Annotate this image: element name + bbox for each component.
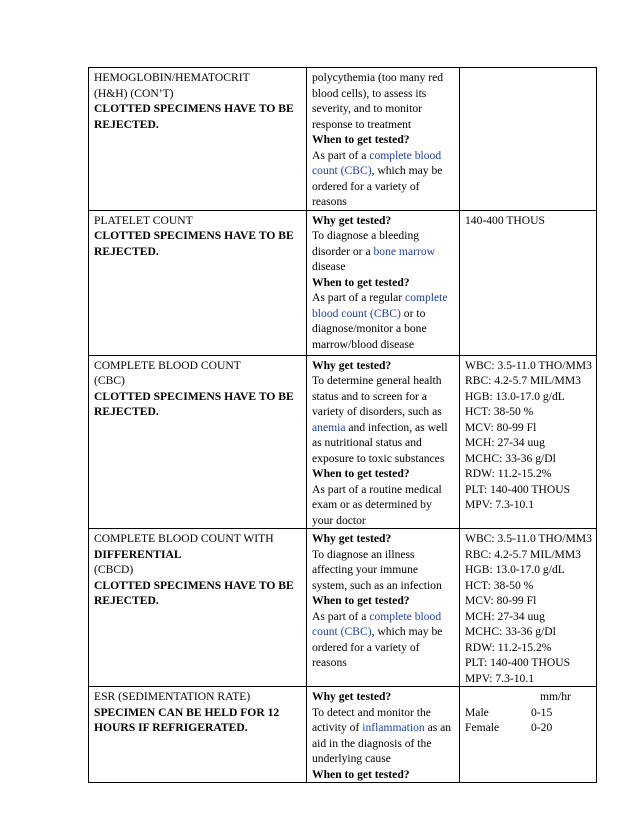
reference-cell [460, 687, 597, 783]
esr-range-row [465, 720, 592, 736]
anemia-link[interactable]: anemia [312, 420, 346, 434]
reference-range: 140-400 THOUS [465, 213, 545, 227]
test-name-cell [89, 687, 307, 783]
why-heading: Why get tested? [312, 213, 392, 227]
text-fragment: As part of a [312, 148, 370, 162]
why-text [312, 228, 455, 275]
ref-line: MCHC: 33-36 g/Dl [465, 625, 556, 638]
table-row [89, 529, 597, 687]
test-name: HEMOGLOBIN/HEMATOCRIT [94, 71, 250, 84]
why-text: To diagnose an illness affecting your immune system, such as an infection [312, 547, 442, 592]
test-name-cell [89, 210, 307, 355]
test-name: COMPLETE BLOOD COUNT [94, 358, 241, 372]
ref-line: WBC: 3.5-11.0 THO/MM3 [465, 358, 592, 372]
text-fragment: As part of a [312, 609, 370, 623]
text-fragment: as an aid in the diagnosis of the underlying cause [312, 721, 452, 765]
specimen-note: SPECIMEN CAN BE HELD FOR 12 HOURS IF REFRIGERATED. [94, 705, 280, 734]
test-name-cell [89, 529, 307, 687]
when-heading: When to get tested? [312, 275, 410, 289]
range-value: 0-15 [531, 705, 553, 719]
description-cell [307, 355, 460, 529]
why-heading: Why get tested? [312, 532, 392, 545]
ref-line: RBC: 4.2-5.7 MIL/MM3 [465, 374, 581, 387]
ref-line: HCT: 38-50 % [465, 405, 534, 418]
test-name: COMPLETE BLOOD COUNT WITH [94, 532, 274, 545]
when-text [312, 609, 455, 671]
test-name: (H&H) (CON’T) [94, 86, 174, 100]
ref-line: RDW: 11.2-15.2% [465, 467, 552, 480]
why-text [312, 373, 455, 466]
ref-line: MCV: 80-99 Fl [465, 594, 537, 607]
ref-line: MCH: 27-34 uug [465, 609, 545, 623]
ref-line: MPV: 7.3-10.1 [465, 498, 535, 511]
when-text [312, 148, 455, 210]
ref-line: HCT: 38-50 % [465, 578, 534, 592]
why-text [312, 705, 455, 767]
specimen-note: CLOTTED SPECIMENS HAVE TO BE REJECTED. [94, 389, 294, 418]
ref-line: MCHC: 33-36 g/Dl [465, 451, 556, 465]
ref-line: WBC: 3.5-11.0 THO/MM3 [465, 532, 592, 545]
ref-line: PLT: 140-400 THOUS [465, 656, 571, 669]
test-name: ESR (SEDIMENTATION RATE) [94, 690, 251, 703]
when-heading: When to get tested? [312, 467, 410, 480]
specimen-note: CLOTTED SPECIMENS HAVE TO BE REJECTED. [94, 229, 294, 258]
test-name: PLATELET COUNT [94, 213, 193, 227]
text-fragment: disease [312, 260, 346, 273]
table-row [89, 687, 597, 783]
cbc-link[interactable]: complete blood count (CBC) [312, 148, 442, 177]
why-text: polycythemia (too many red blood cells), to assess its severity, and to monitor response to treatment [312, 71, 444, 131]
reference-cell [460, 355, 597, 529]
description-cell [307, 529, 460, 687]
when-text: As part of a routine medical exam or as determined by your doctor [312, 482, 442, 527]
ref-line: PLT: 140-400 THOUS [465, 482, 571, 496]
range-value: 0-20 [531, 721, 553, 734]
why-heading: Why get tested? [312, 358, 392, 372]
text-fragment: , which may be ordered for a variety of reasons [312, 625, 443, 669]
text-fragment: To detect and monitor the activity of [312, 705, 431, 734]
description-cell [307, 687, 460, 783]
table-row [89, 68, 597, 211]
ref-line: RBC: 4.2-5.7 MIL/MM3 [465, 547, 581, 561]
why-heading: Why get tested? [312, 690, 392, 703]
when-text [312, 290, 455, 352]
specimen-note: CLOTTED SPECIMENS HAVE TO BE REJECTED. [94, 102, 294, 131]
description-cell [307, 68, 460, 211]
cbc-link[interactable]: complete blood count (CBC) [312, 609, 442, 638]
text-fragment: and infection, as well as nutritional status and exposure to toxic substances [312, 420, 448, 465]
description-cell [307, 210, 460, 355]
ref-line: HGB: 13.0-17.0 g/dL [465, 563, 565, 576]
test-name-bold: DIFFERENTIAL [94, 547, 182, 561]
when-heading: When to get tested? [312, 133, 410, 146]
test-name-cell [89, 68, 307, 211]
inflammation-link[interactable]: inflammation [362, 721, 425, 734]
ref-line: HGB: 13.0-17.0 g/dL [465, 389, 565, 403]
ref-line: MCV: 80-99 Fl [465, 420, 537, 434]
test-name: (CBCD) [94, 563, 134, 576]
ref-line: RDW: 11.2-15.2% [465, 640, 552, 654]
text-fragment: , which may be ordered for a variety of reasons [312, 164, 443, 208]
text-fragment: To diagnose a bleeding disorder or a [312, 229, 420, 258]
ref-line: MPV: 7.3-10.1 [465, 671, 535, 685]
table-row [89, 355, 597, 529]
when-heading: When to get tested? [312, 594, 410, 607]
reference-cell [460, 210, 597, 355]
sex-label: Female [465, 721, 500, 734]
reference-cell [460, 529, 597, 687]
bone-marrow-link[interactable]: bone marrow [373, 244, 435, 258]
esr-range-row [465, 705, 592, 721]
table-row [89, 210, 597, 355]
lab-test-table [88, 67, 597, 783]
text-fragment: or to diagnose/monitor a bone marrow/blood disease [312, 306, 427, 351]
specimen-note: CLOTTED SPECIMENS HAVE TO BE REJECTED. [94, 578, 294, 607]
cbc-link[interactable]: complete blood count (CBC) [312, 291, 448, 320]
reference-cell [460, 68, 597, 211]
sex-label: Male [465, 705, 489, 719]
ref-line: MCH: 27-34 uug [465, 436, 545, 449]
text-fragment: As part of a regular [312, 291, 406, 304]
test-name-cell [89, 355, 307, 529]
text-fragment: To determine general health status and to screen for a variety of disorders, such as [312, 374, 442, 418]
when-heading: When to get tested? [312, 767, 410, 781]
test-name: (CBC) [94, 374, 125, 387]
esr-unit: mm/hr [540, 690, 571, 703]
